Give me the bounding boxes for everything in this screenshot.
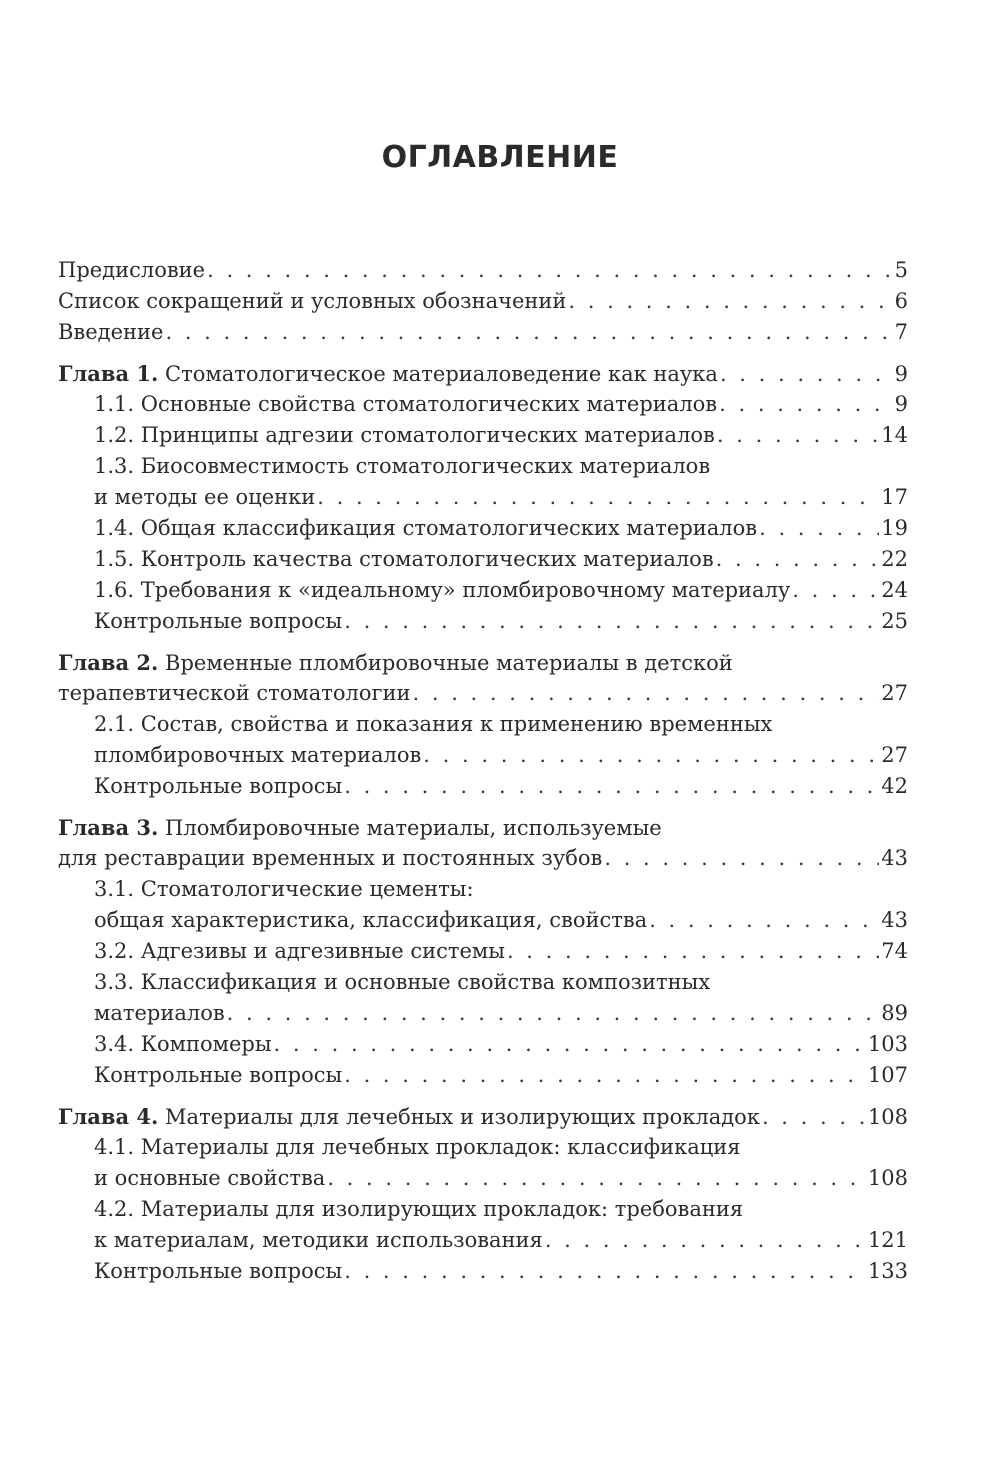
toc-section-2-1-line1[interactable]: 2.1. Состав, свойства и показания к применению временных: [94, 712, 773, 736]
toc-entry-abbreviations[interactable]: Список сокращений и условных обозначений . . . 6: [58, 286, 908, 317]
toc-entry-introduction[interactable]: Введение . . . 7: [58, 317, 908, 348]
toc-questions-4[interactable]: Контрольные вопросы . . . 133: [58, 1256, 908, 1287]
toc-chapter-2-line2[interactable]: терапевтической стоматологии . . . 27: [58, 678, 908, 709]
toc-section-1-6[interactable]: 1.6. Требования к «идеальному» пломбировочному материалу . . . 24: [58, 575, 908, 606]
toc-chapter-1[interactable]: Глава 1. Стоматологическое материаловедение как наука . . . 9: [58, 358, 908, 389]
toc-chapter-3-line2[interactable]: для реставрации временных и постоянных зубов . . . 43: [58, 843, 908, 874]
toc-section-4-2-line2[interactable]: к материалам, методики использования . . . 121: [58, 1225, 908, 1256]
toc-section-3-3-line2[interactable]: материалов . . . 89: [58, 998, 908, 1029]
toc-section-1-3-line1[interactable]: 1.3. Биосовместимость стоматологических материалов: [94, 454, 711, 478]
chapter-number: Глава 1.: [58, 361, 159, 386]
chapter-number: Глава 3.: [58, 815, 159, 840]
toc-questions-1[interactable]: Контрольные вопросы . . . 25: [58, 606, 908, 637]
toc-section-3-1-line1[interactable]: 3.1. Стоматологические цементы:: [94, 877, 474, 901]
toc-chapter-2-line1[interactable]: Глава 2. Временные пломбировочные материалы в детской: [58, 650, 733, 675]
toc-section-3-1-line2[interactable]: общая характеристика, классификация, свойства . . . 43: [58, 905, 908, 936]
toc-chapter-4[interactable]: Глава 4. Материалы для лечебных и изолирующих прокладок . . . 108: [58, 1101, 908, 1132]
toc-chapter-3-line1[interactable]: Глава 3. Пломбировочные материалы, используемые: [58, 815, 662, 840]
table-of-contents: [58, 255, 908, 1287]
toc-section-3-4[interactable]: 3.4. Компомеры . . . 103: [58, 1029, 908, 1060]
toc-section-2-1-line2[interactable]: пломбировочных материалов . . . 27: [58, 740, 908, 771]
toc-questions-3[interactable]: Контрольные вопросы . . . 107: [58, 1060, 908, 1091]
chapter-number: Глава 4.: [58, 1104, 159, 1129]
toc-section-4-1-line1[interactable]: 4.1. Материалы для лечебных прокладок: классификация: [94, 1135, 741, 1159]
toc-section-3-3-line1[interactable]: 3.3. Классификация и основные свойства композитных: [94, 970, 711, 994]
toc-questions-2[interactable]: Контрольные вопросы . . . 42: [58, 771, 908, 802]
toc-section-1-2[interactable]: 1.2. Принципы адгезии стоматологических материалов . . . 14: [58, 420, 908, 451]
toc-section-4-1-line2[interactable]: и основные свойства . . . 108: [58, 1163, 908, 1194]
toc-entry-preface[interactable]: Предисловие . . . 5: [58, 255, 908, 286]
toc-section-1-3-line2[interactable]: и методы ее оценки . . . 17: [58, 482, 908, 513]
toc-section-4-2-line1[interactable]: 4.2. Материалы для изолирующих прокладок: требования: [94, 1197, 744, 1221]
chapter-number: Глава 2.: [58, 650, 159, 675]
toc-section-1-1[interactable]: 1.1. Основные свойства стоматологических материалов . . . 9: [58, 389, 908, 420]
toc-section-3-2[interactable]: 3.2. Адгезивы и адгезивные системы . . . 74: [58, 936, 908, 967]
page-title: ОГЛАВЛЕНИЕ: [381, 140, 619, 175]
toc-section-1-5[interactable]: 1.5. Контроль качества стоматологических материалов . . . 22: [58, 544, 908, 575]
toc-section-1-4[interactable]: 1.4. Общая классификация стоматологических материалов . . . 19: [58, 513, 908, 544]
